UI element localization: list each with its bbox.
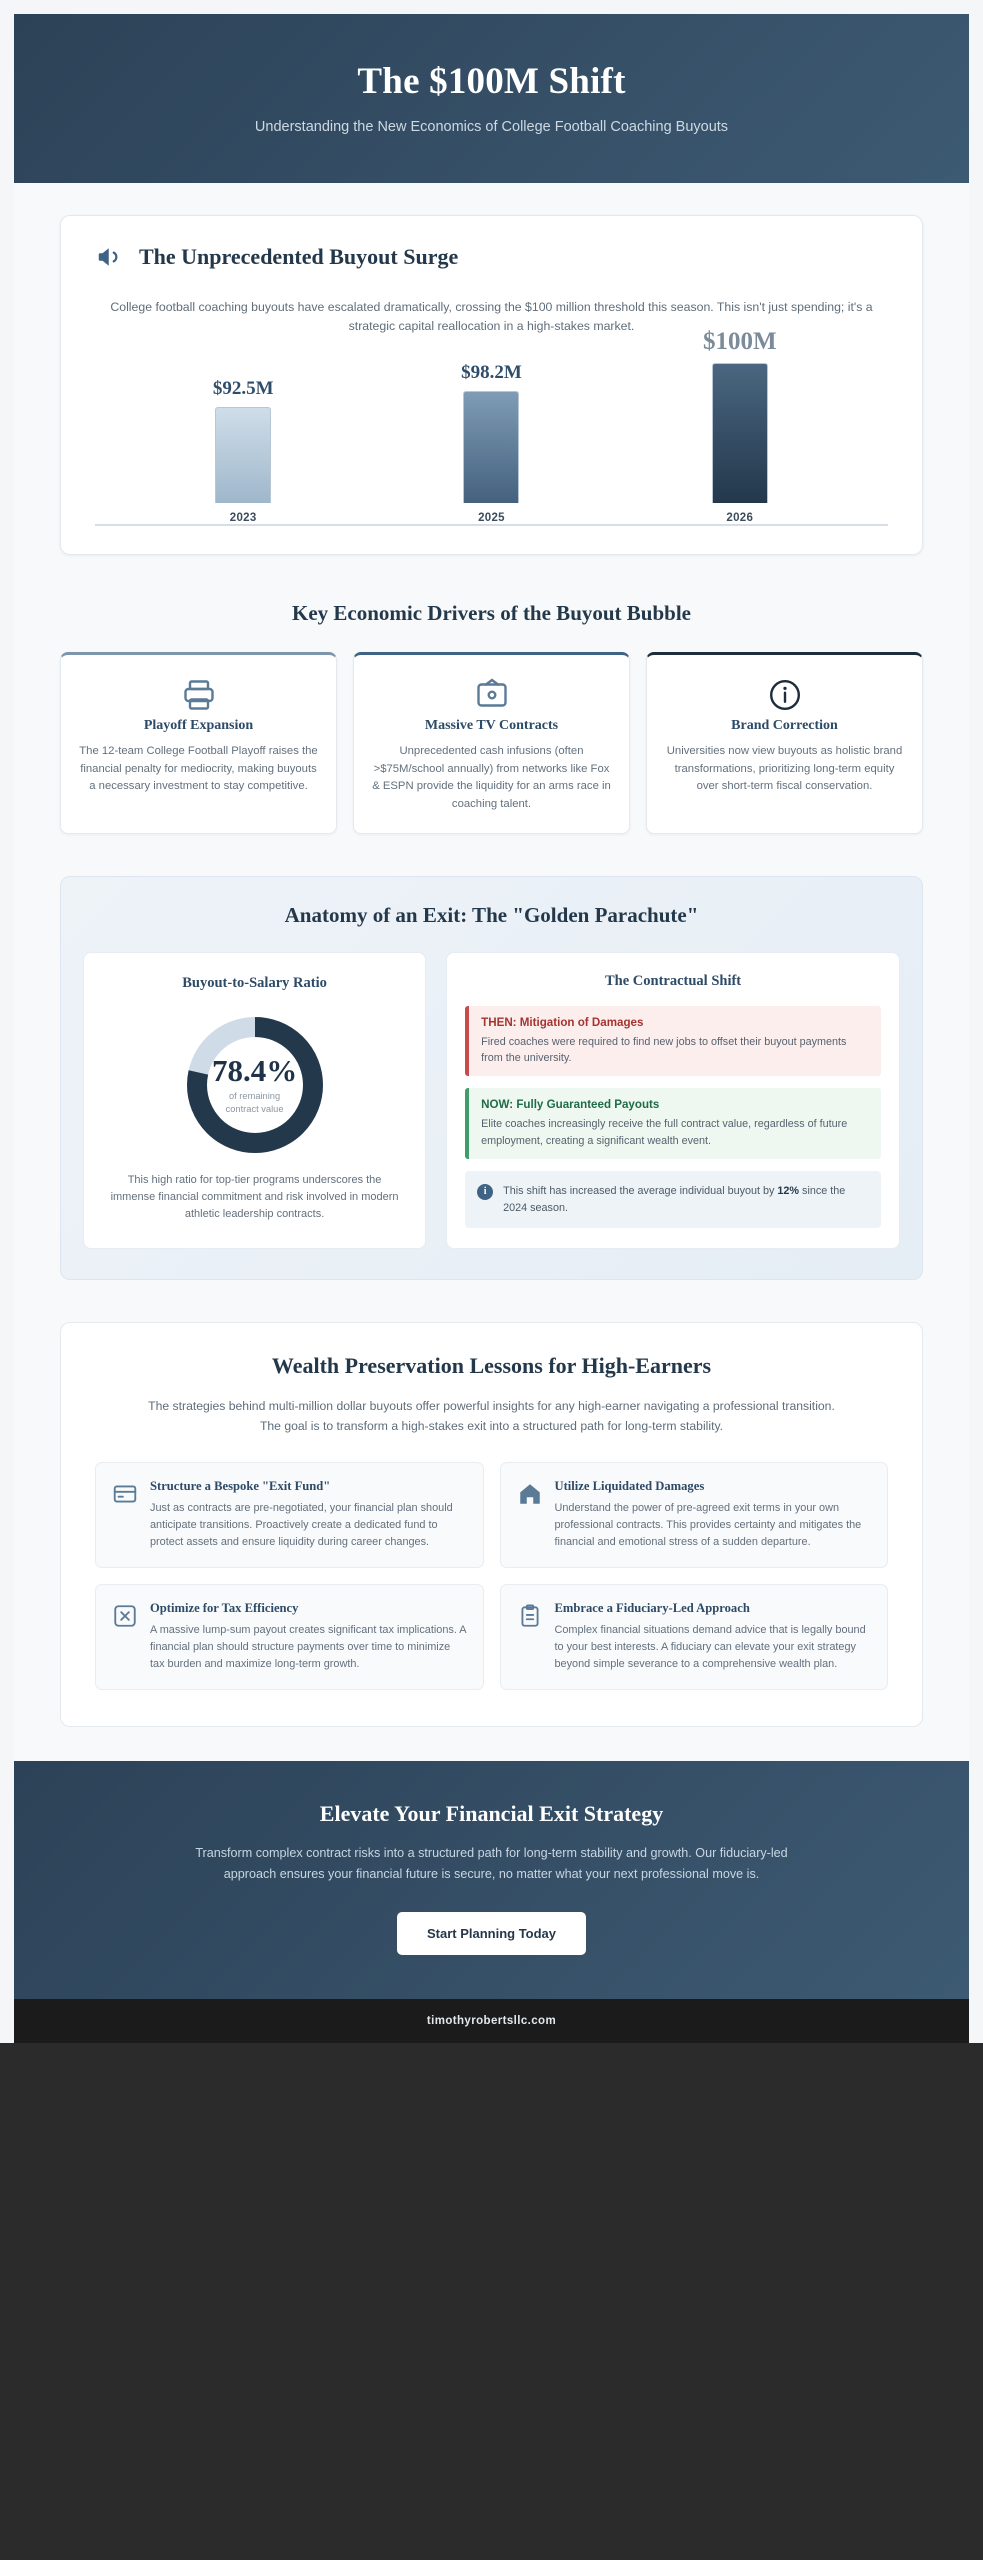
driver-title: Playoff Expansion [143, 718, 254, 734]
surge-title: The Unprecedented Buyout Surge [139, 244, 459, 269]
gauge-center-label [180, 1010, 330, 1160]
cta-title: Elevate Your Financial Exit Strategy [319, 1800, 664, 1826]
driver-title: Massive TV Contracts [424, 718, 559, 734]
buyout-bar-chart [95, 328, 888, 526]
driver-text: The 12-team College Football Playoff raises the financial penalty for mediocrity, making buyouts a necessary investment to stay competitive. [79, 745, 318, 793]
cta-text: Transform complex contract risks into a structured path for long-term stability and growth. Our fiduciary-led approach ensures your financial future is secure, no matter what your next professional move is. [195, 1845, 788, 1882]
infographic-body [14, 14, 969, 2043]
tv-icon [474, 700, 510, 717]
page-title: The $100M Shift [357, 61, 626, 102]
close-box-icon [112, 1603, 138, 1629]
lesson-title: Structure a Bespoke "Exit Fund" [150, 1479, 331, 1494]
bar-value-2025: $98.2M [461, 362, 522, 384]
lesson-text-block [150, 1479, 467, 1551]
lesson-text-block [150, 1601, 467, 1673]
driver-title: Brand Correction [731, 718, 838, 734]
lesson-title: Optimize for Tax Efficiency [150, 1601, 299, 1616]
home-icon [517, 1481, 543, 1507]
shift-title: The Contractual Shift [604, 973, 742, 990]
shift-then-box [465, 1006, 881, 1076]
shift-now-heading: NOW: Fully Guaranteed Payouts [481, 1098, 660, 1112]
lessons-subtitle: The strategies behind multi-million dollar buyouts offer powerful insights for any high-earner navigating a professional transition. The goal is to transform a high-stakes exit into a structured path for long-term stability. [148, 1399, 835, 1433]
shift-info-after: since the 2024 season. [503, 1184, 846, 1214]
content-section [14, 215, 969, 1727]
bar-column-2025 [406, 362, 576, 524]
lesson-card-tax-efficiency [95, 1584, 484, 1690]
gauge-sub-line1: of remaining [228, 1090, 281, 1101]
start-planning-button[interactable]: Start Planning Today [397, 1912, 586, 1955]
printer-icon [181, 700, 217, 717]
shift-info-highlight: 12% [777, 1184, 800, 1197]
driver-card-brand-correction [646, 652, 923, 834]
driver-card-playoff-expansion [60, 652, 337, 834]
buyout-surge-card [60, 215, 923, 555]
cta-section [14, 1761, 969, 1999]
lesson-text: A massive lump-sum payout creates significant tax implications. A financial plan should structure payments over time to minimize tax burden and maximize long-term growth. [150, 1624, 466, 1670]
surge-header [95, 242, 888, 272]
bar-column-2023 [158, 378, 328, 524]
shift-info-note [465, 1171, 881, 1228]
bar-label-2023: 2023 [229, 512, 257, 525]
lesson-text-block [555, 1479, 872, 1551]
buyout-ratio-card [83, 952, 426, 1249]
shift-then-text: Fired coaches were required to find new jobs to offset their buyout payments from the university. [481, 1036, 847, 1065]
bar-value-2023: $92.5M [212, 378, 274, 400]
gauge-sub-line2: contract value [225, 1103, 284, 1114]
shift-info-before: This shift has increased the average individual buyout by [503, 1184, 778, 1197]
lesson-title: Embrace a Fiduciary-Led Approach [554, 1601, 750, 1616]
drivers-grid [60, 652, 923, 834]
lesson-text-block [555, 1601, 872, 1673]
footer: timothyrobertsllc.com [14, 1999, 969, 2043]
shift-now-box [465, 1088, 881, 1158]
lessons-title: Wealth Preservation Lessons for High-Earners [271, 1353, 712, 1379]
donut-gauge [180, 1010, 330, 1160]
hero-section [14, 14, 969, 183]
lesson-card-liquidated-damages [500, 1462, 889, 1568]
gauge-percent: 78.4% [211, 1052, 298, 1088]
clipboard-icon [517, 1603, 543, 1629]
bar-label-2026: 2026 [726, 512, 754, 525]
drivers-title: Key Economic Drivers of the Buyout Bubble [292, 601, 691, 626]
anatomy-title: Anatomy of an Exit: The "Golden Parachute" [284, 903, 699, 928]
info-circle-icon [767, 700, 803, 717]
lesson-card-fiduciary-approach [500, 1584, 889, 1690]
credit-card-icon [112, 1481, 138, 1507]
lessons-grid [95, 1462, 888, 1689]
shift-then-heading: THEN: Mitigation of Damages [481, 1016, 644, 1030]
shift-info-text [503, 1183, 869, 1216]
bar-2023 [215, 407, 271, 503]
bar-2026 [712, 363, 768, 503]
gauge-title: Buyout-to-Salary Ratio [182, 975, 327, 992]
gauge-note: This high ratio for top-tier programs underscores the immense financial commitment and risk involved in modern athletic leadership contracts. [110, 1174, 399, 1221]
page-subtitle: Understanding the New Economics of College Football Coaching Buyouts [254, 119, 729, 135]
anatomy-section [60, 876, 923, 1280]
driver-text: Unprecedented cash infusions (often >$75M/school annually) from networks like Fox & ESPN provide the liquidity for an arms race in coaching talent. [372, 745, 611, 810]
lessons-section [60, 1322, 923, 1726]
bar-2025 [463, 391, 519, 503]
contractual-shift-card [446, 952, 900, 1249]
surge-description: College football coaching buyouts have escalated dramatically, crossing the $100 million threshold this season. This isn't just spending; it's a strategic capital reallocation in a high-stakes market. [110, 300, 873, 334]
megaphone-icon [95, 242, 125, 272]
shift-now-text: Elite coaches increasingly receive the full contract value, regardless of future employment, creating a significant wealth event. [481, 1118, 848, 1147]
lesson-text: Complex financial situations demand advice that is legally bound to your best interests. A fiduciary can elevate your exit strategy beyond simple severance to a comprehensive wealth plan. [554, 1624, 866, 1670]
info-icon: i [477, 1184, 493, 1200]
bar-value-2026: $100M [703, 328, 777, 356]
lesson-title: Utilize Liquidated Damages [554, 1479, 705, 1494]
lesson-card-exit-fund [95, 1462, 484, 1568]
bar-label-2025: 2025 [478, 512, 505, 525]
bar-column-2026 [655, 328, 825, 524]
anatomy-body [83, 952, 900, 1249]
lesson-text: Just as contracts are pre-negotiated, your financial plan should anticipate transitions. Proactively create a dedicated fund to protect assets and ensure liquidity during career changes. [150, 1502, 453, 1549]
driver-text: Universities now view buyouts as holistic brand transformations, prioritizing long-term equity over short-term fiscal conservation. [666, 745, 903, 793]
lesson-text: Understand the power of pre-agreed exit terms in your own professional contracts. This provides certainty and mitigates the financial and emotional stress of a sudden departure. [554, 1502, 862, 1549]
driver-card-tv-contracts [353, 652, 630, 834]
